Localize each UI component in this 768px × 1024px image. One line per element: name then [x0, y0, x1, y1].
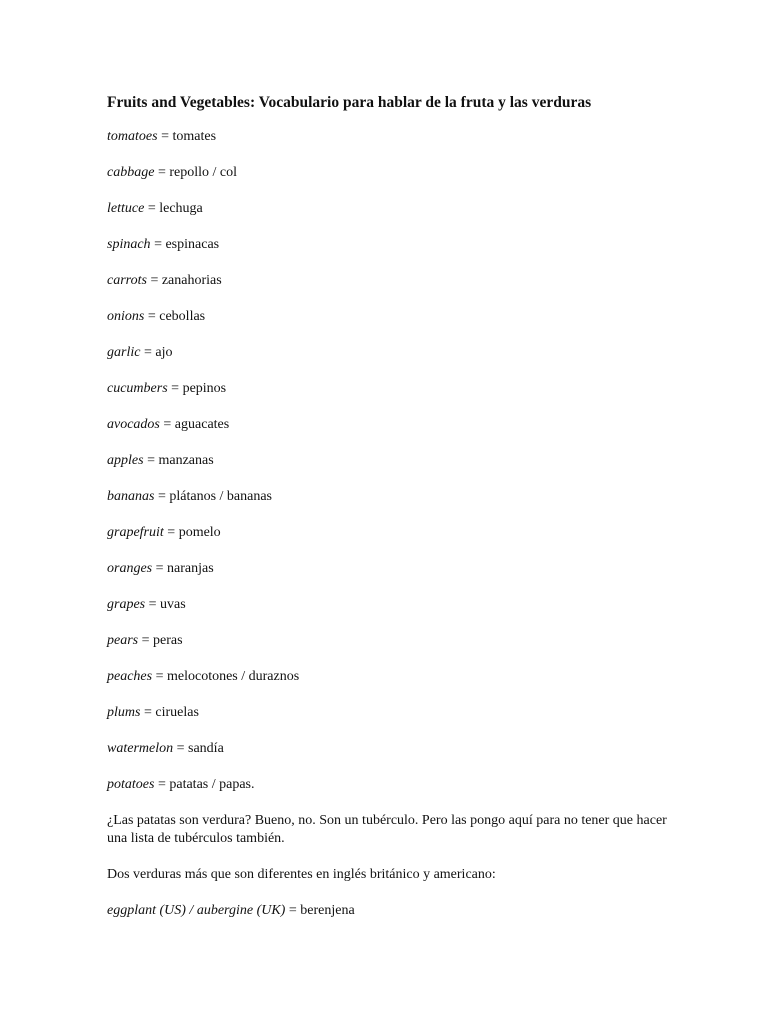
spanish-term: tomates: [172, 129, 217, 144]
english-term: eggplant (US) / aubergine (UK): [107, 903, 286, 918]
spanish-term: patatas / papas.: [169, 777, 255, 792]
equals-separator: =: [154, 489, 170, 504]
equals-separator: =: [152, 561, 168, 576]
equals-separator: =: [143, 453, 159, 468]
vocab-entry: [107, 524, 667, 542]
spanish-term: espinacas: [165, 237, 220, 252]
english-term: carrots: [107, 273, 147, 288]
vocab-entry: [107, 308, 667, 326]
equals-separator: =: [154, 777, 170, 792]
equals-separator: =: [144, 201, 160, 216]
spanish-term: lechuga: [159, 201, 203, 216]
final-vocab-entry: [107, 902, 667, 920]
english-term: pears: [107, 633, 139, 648]
equals-separator: =: [167, 381, 183, 396]
vocab-entry: [107, 488, 667, 506]
spanish-term: zanahorias: [161, 273, 222, 288]
english-term: garlic: [107, 345, 141, 360]
spanish-term: naranjas: [167, 561, 214, 576]
spanish-term: pepinos: [182, 381, 227, 396]
english-term: spinach: [107, 237, 151, 252]
equals-separator: =: [150, 237, 166, 252]
vocab-entry: [107, 704, 667, 722]
english-term: watermelon: [107, 741, 174, 756]
spanish-term: ajo: [155, 345, 173, 360]
vocab-entry: [107, 416, 667, 434]
english-term: onions: [107, 309, 145, 324]
equals-separator: =: [152, 669, 167, 684]
english-term: potatoes: [107, 777, 155, 792]
equals-separator: =: [159, 417, 175, 432]
english-term: peaches: [107, 669, 153, 684]
vocab-entry: [107, 128, 667, 146]
vocab-entry: [107, 344, 667, 362]
english-term: bananas: [107, 489, 155, 504]
spanish-term: sandía: [188, 741, 224, 756]
spanish-term: pomelo: [178, 525, 221, 540]
vocab-entry: [107, 596, 667, 614]
spanish-term: uvas: [160, 597, 186, 612]
spanish-term: cebollas: [159, 309, 206, 324]
english-term: lettuce: [107, 201, 145, 216]
english-term: plums: [107, 705, 141, 720]
spanish-term: berenjena: [300, 903, 355, 918]
spanish-term: peras: [153, 633, 183, 648]
vocabulary-list: [107, 128, 667, 794]
equals-separator: =: [138, 633, 154, 648]
vocab-entry: [107, 452, 667, 470]
note-paragraph: ¿Las patatas son verdura? Bueno, no. Son un tubérculo. Pero las pongo aquí para no tener que hacer una lista de tubérculos también.: [107, 813, 667, 846]
equals-separator: =: [154, 165, 170, 180]
vocab-entry: [107, 776, 667, 794]
spanish-term: repollo / col: [169, 165, 237, 180]
english-term: cucumbers: [107, 381, 168, 396]
english-term: avocados: [107, 417, 160, 432]
spanish-term: ciruelas: [155, 705, 199, 720]
english-term: cabbage: [107, 165, 155, 180]
equals-separator: =: [173, 741, 189, 756]
intro-paragraph: Dos verduras más que son diferentes en inglés británico y americano:: [107, 867, 496, 882]
english-term: grapes: [107, 597, 146, 612]
spanish-term: manzanas: [158, 453, 214, 468]
equals-separator: =: [145, 597, 161, 612]
vocab-entry: [107, 740, 667, 758]
equals-separator: =: [157, 129, 173, 144]
spanish-term: melocotones / duraznos: [167, 669, 300, 684]
spanish-term: plátanos / bananas: [169, 489, 272, 504]
vocab-entry: [107, 200, 667, 218]
vocab-entry: [107, 272, 667, 290]
english-term: oranges: [107, 561, 153, 576]
equals-separator: =: [285, 903, 301, 918]
english-term: grapefruit: [107, 525, 164, 540]
vocab-entry: [107, 668, 667, 686]
spanish-term: aguacates: [174, 417, 230, 432]
equals-separator: =: [140, 345, 156, 360]
vocab-entry: [107, 236, 667, 254]
equals-separator: =: [140, 705, 156, 720]
vocab-entry: [107, 560, 667, 578]
equals-separator: =: [144, 309, 160, 324]
equals-separator: =: [163, 525, 179, 540]
document-title: Fruits and Vegetables: Vocabulario para hablar de la fruta y las verduras: [107, 94, 592, 111]
english-term: apples: [107, 453, 144, 468]
vocab-entry: [107, 632, 667, 650]
vocab-entry: [107, 380, 667, 398]
equals-separator: =: [146, 273, 162, 288]
document-page: [107, 93, 667, 920]
english-term: tomatoes: [107, 129, 158, 144]
vocab-entry: [107, 164, 667, 182]
